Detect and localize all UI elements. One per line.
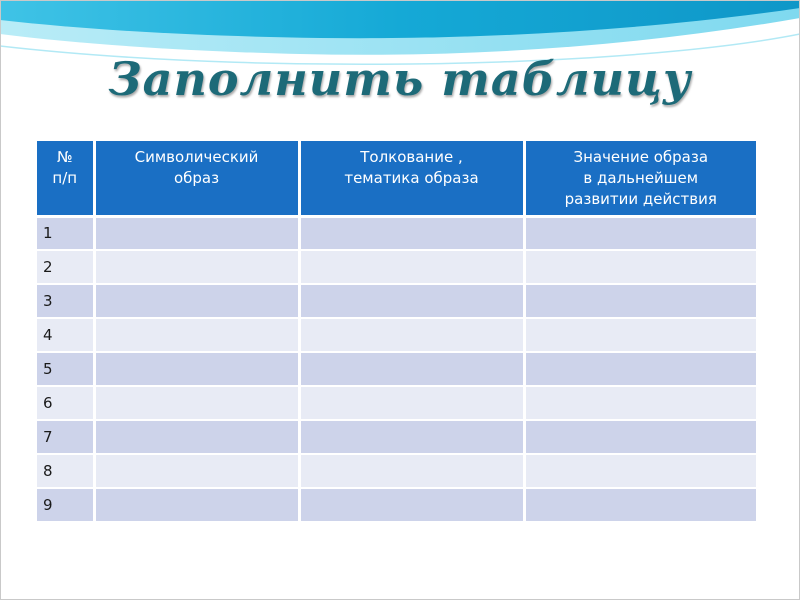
empty-cell-meaning[interactable] (524, 250, 756, 284)
header-interpretation (299, 141, 524, 216)
header-line: п/п (52, 169, 78, 187)
header-line: тематика образа (344, 169, 479, 187)
slide-title: Заполнить таблицу (108, 52, 692, 106)
empty-cell-interpretation[interactable] (299, 352, 524, 386)
row-number: 1 (37, 216, 94, 250)
header-line: Толкование , (360, 148, 463, 166)
empty-cell-meaning[interactable] (524, 420, 756, 454)
header-symbolic-image (94, 141, 299, 216)
empty-cell-interpretation[interactable] (299, 420, 524, 454)
row-number: 4 (37, 318, 94, 352)
header-line: образ (173, 169, 220, 187)
table-row (37, 488, 756, 522)
header-line: в дальнейшем (583, 169, 699, 187)
empty-cell-symbolic[interactable] (94, 250, 299, 284)
empty-cell-meaning[interactable] (524, 386, 756, 420)
table-row (37, 352, 756, 386)
empty-cell-symbolic[interactable] (94, 284, 299, 318)
table-row (37, 318, 756, 352)
row-number: 9 (37, 488, 94, 522)
header-line: № (56, 148, 73, 166)
table-row (37, 284, 756, 318)
row-number: 5 (37, 352, 94, 386)
header-line: развитии действия (564, 190, 717, 208)
empty-cell-symbolic[interactable] (94, 352, 299, 386)
table-row (37, 454, 756, 488)
header-line: Символический (134, 148, 259, 166)
row-number: 3 (37, 284, 94, 318)
empty-cell-interpretation[interactable] (299, 386, 524, 420)
empty-cell-symbolic[interactable] (94, 318, 299, 352)
empty-cell-symbolic[interactable] (94, 454, 299, 488)
empty-cell-interpretation[interactable] (299, 284, 524, 318)
table-row (37, 216, 756, 250)
empty-cell-symbolic[interactable] (94, 420, 299, 454)
header-meaning (524, 141, 756, 216)
header-line: Значение образа (573, 148, 709, 166)
empty-cell-meaning[interactable] (524, 318, 756, 352)
row-number: 6 (37, 386, 94, 420)
header-number (37, 141, 94, 216)
empty-cell-interpretation[interactable] (299, 318, 524, 352)
row-number: 7 (37, 420, 94, 454)
empty-cell-meaning[interactable] (524, 216, 756, 250)
empty-cell-interpretation[interactable] (299, 250, 524, 284)
empty-cell-symbolic[interactable] (94, 216, 299, 250)
empty-cell-meaning[interactable] (524, 352, 756, 386)
table-row (37, 420, 756, 454)
fill-in-table (37, 141, 756, 523)
table-header-row (37, 141, 756, 216)
table-row (37, 386, 756, 420)
row-number: 8 (37, 454, 94, 488)
empty-cell-interpretation[interactable] (299, 488, 524, 522)
empty-cell-meaning[interactable] (524, 284, 756, 318)
empty-cell-meaning[interactable] (524, 454, 756, 488)
table-row (37, 250, 756, 284)
empty-cell-interpretation[interactable] (299, 216, 524, 250)
empty-cell-meaning[interactable] (524, 488, 756, 522)
row-number: 2 (37, 250, 94, 284)
empty-cell-interpretation[interactable] (299, 454, 524, 488)
empty-cell-symbolic[interactable] (94, 386, 299, 420)
empty-cell-symbolic[interactable] (94, 488, 299, 522)
